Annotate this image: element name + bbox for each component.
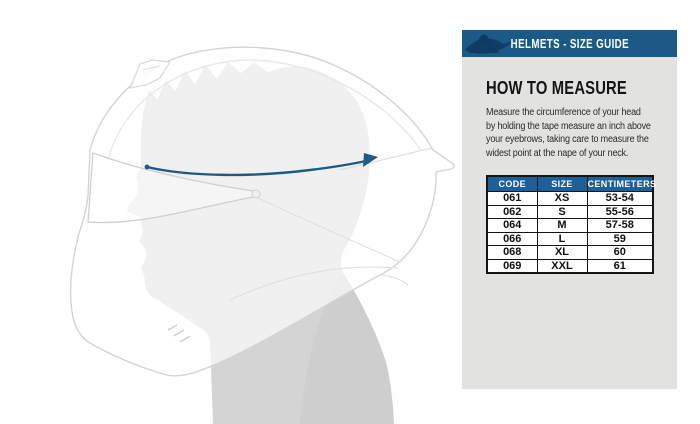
cell-centimeters: 53-54	[587, 192, 653, 206]
instructions-line: widest point at the nape of your neck.	[486, 147, 629, 159]
column-header-size: SIZE	[537, 176, 587, 192]
cell-code: 066	[487, 232, 537, 246]
table-row	[487, 192, 653, 206]
cell-code: 062	[487, 205, 537, 219]
brand-logo-icon	[462, 30, 516, 57]
cell-size: L	[537, 232, 587, 246]
cell-centimeters: 60	[587, 246, 653, 260]
cell-code: 064	[487, 219, 537, 233]
cell-centimeters: 61	[587, 259, 653, 273]
cell-size: S	[537, 205, 587, 219]
measure-instructions	[486, 106, 651, 160]
table-row	[487, 259, 653, 273]
helmet-outline	[71, 47, 454, 375]
column-header-centimeters: CENTIMETERS	[587, 176, 653, 192]
section-title: HOW TO MEASURE	[486, 77, 627, 98]
cell-centimeters: 57-58	[587, 219, 653, 233]
size-table	[486, 175, 657, 274]
panel-header	[462, 30, 677, 57]
instructions-line: your eyebrows, taking care to measure the	[486, 134, 649, 145]
table-row	[487, 232, 653, 246]
cell-code: 069	[487, 259, 537, 273]
instructions-line: by holding the tape measure an inch above	[486, 120, 651, 132]
cell-centimeters: 55-56	[587, 205, 653, 219]
panel-title: HELMETS - SIZE GUIDE	[510, 36, 629, 51]
size-table-header-row	[487, 176, 653, 192]
cell-size: XS	[537, 192, 587, 206]
instructions-line: Measure the circumference of your head	[486, 107, 641, 118]
cell-size: M	[537, 219, 587, 233]
table-row	[487, 205, 653, 219]
column-header-code: CODE	[487, 176, 537, 192]
cell-size: XXL	[537, 259, 587, 273]
cell-code: 068	[487, 246, 537, 260]
cell-centimeters: 59	[587, 232, 653, 246]
table-row	[487, 219, 653, 233]
table-row	[487, 246, 653, 260]
panel-body	[462, 57, 677, 389]
visor-pivot	[252, 190, 260, 198]
cell-code: 061	[487, 192, 537, 206]
cell-size: XL	[537, 246, 587, 260]
size-guide-panel	[462, 30, 677, 389]
